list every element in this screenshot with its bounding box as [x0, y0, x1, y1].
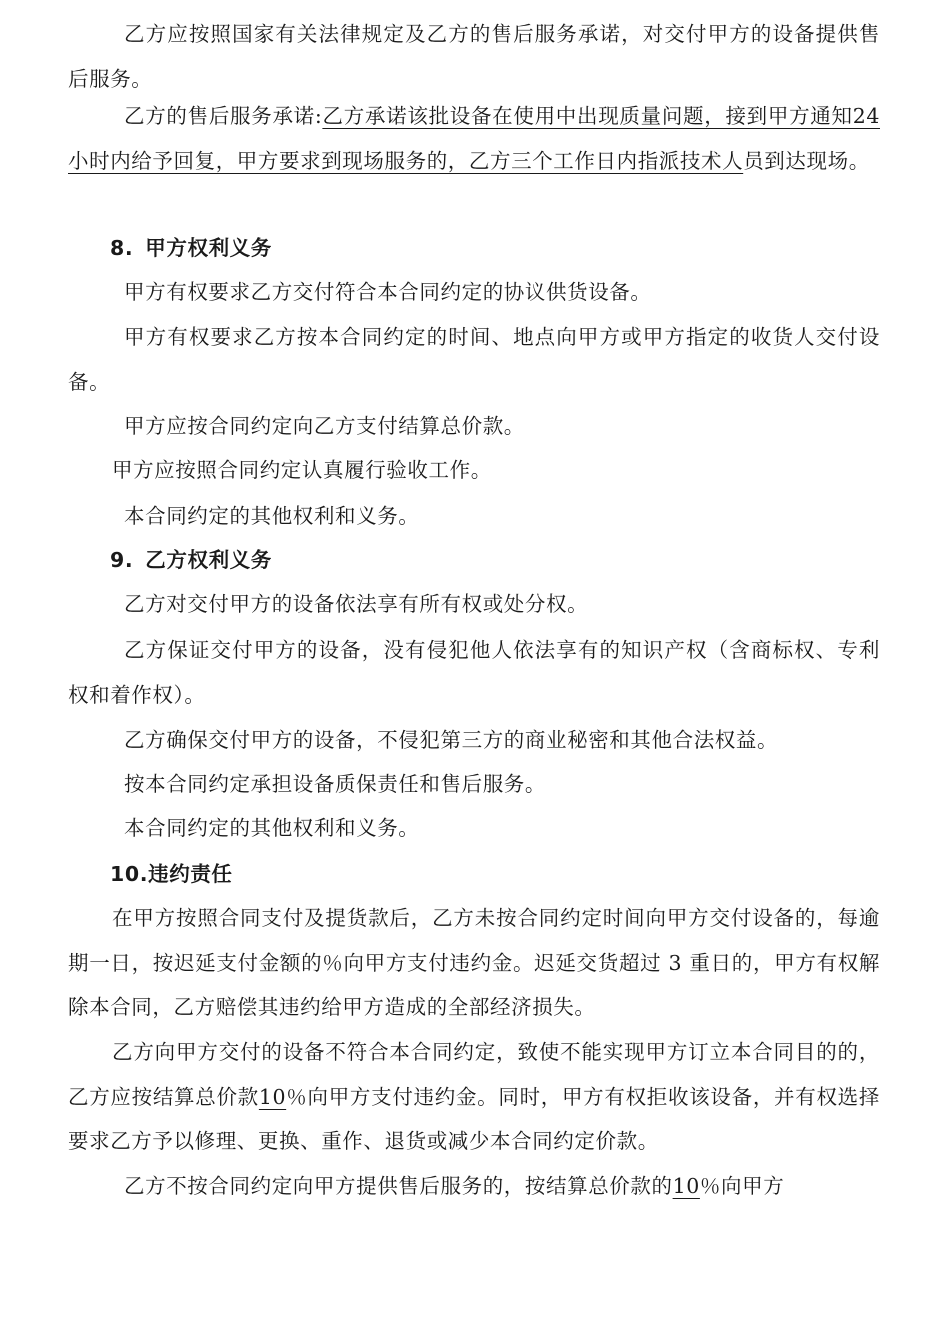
section-9-number: 9.: [110, 548, 134, 572]
p2-text-part-1: 乙方向甲方交付的设备不符合本合同约定，致使不能实现甲方订立本合同目的的，乙方应按结算总价款: [68, 1040, 880, 1109]
p2-text-part-2: ％向甲方支付违约金。同时，甲方有权拒收该设备，并有权选择要求乙方予以修理、更换、重作、退货或减少本合同约定价款。: [68, 1084, 880, 1153]
section-9-item-5: 本合同约定的其他权利和义务。: [124, 816, 420, 840]
section-9-item-4: 按本合同约定承担设备质保责任和售后服务。: [124, 772, 546, 796]
section-9-item-3: 乙方确保交付甲方的设备，不侵犯第三方的商业秘密和其他合法权益。: [124, 728, 779, 752]
commitment-underlined-text: 乙方承诺该批设备在使用中出现质量问题，接到甲方通知24小时内给予回复，甲方要求到现场服务的，乙方三个工作日内指派技术人: [68, 104, 880, 173]
p3-text-part-1: 乙方不按合同约定向甲方提供售后服务的，按结算总价款的: [124, 1174, 673, 1198]
section-10-paragraph-2: [68, 1030, 880, 1164]
section-10-heading: [110, 852, 233, 897]
section-8-number: 8.: [110, 236, 134, 260]
section-8-heading: [110, 226, 272, 271]
section-8-title: 甲方权利义务: [145, 236, 272, 260]
section-10-paragraph-3: [68, 1164, 880, 1209]
section-8-item-4: 甲方应按照合同约定认真履行验收工作。: [112, 458, 492, 482]
section-8-item-3: 甲方应按合同约定向乙方支付结算总价款。: [124, 414, 525, 438]
section-10-paragraph-1: 在甲方按照合同支付及提货款后，乙方未按合同约定时间向甲方交付设备的，每逾期一日，按迟延支付金额的％向甲方支付违约金。迟延交货超过 3 重日的，甲方有权解除本合同，乙方赔偿其违约给甲方造成的全部经济损失。: [68, 906, 880, 1019]
section-8-item-1: 甲方有权要求乙方交付符合本合同约定的协议供货设备。: [124, 280, 652, 304]
commitment-label: 乙方的售后服务承诺:: [124, 104, 323, 128]
section-9-item-2: 乙方保证交付甲方的设备，没有侵犯他人依法享有的知识产权（含商标权、专利权和着作权）。: [68, 638, 880, 707]
section-9-item-1: 乙方对交付甲方的设备依法享有所有权或处分权。: [124, 592, 589, 616]
commitment-suffix: 员到达现场。: [743, 148, 870, 173]
section-8-item-5: 本合同约定的其他权利和义务。: [124, 504, 420, 528]
p3-penalty-rate: 10: [672, 1174, 700, 1198]
section-10-title: 违约责任: [148, 862, 233, 886]
after-sales-commitment-paragraph: [68, 94, 880, 183]
section-8-item-2: 甲方有权要求乙方按本合同约定的时间、地点向甲方或甲方指定的收货人交付设备。: [68, 325, 880, 394]
p2-penalty-rate: 10: [258, 1084, 287, 1109]
section-10-number: 10.: [110, 862, 149, 886]
after-sales-paragraph-1: 乙方应按照国家有关法律规定及乙方的售后服务承诺，对交付甲方的设备提供售后服务。: [68, 22, 880, 91]
p3-text-part-2: ％向甲方: [699, 1174, 785, 1198]
section-9-title: 乙方权利义务: [145, 548, 272, 572]
section-9-heading: [110, 538, 272, 583]
